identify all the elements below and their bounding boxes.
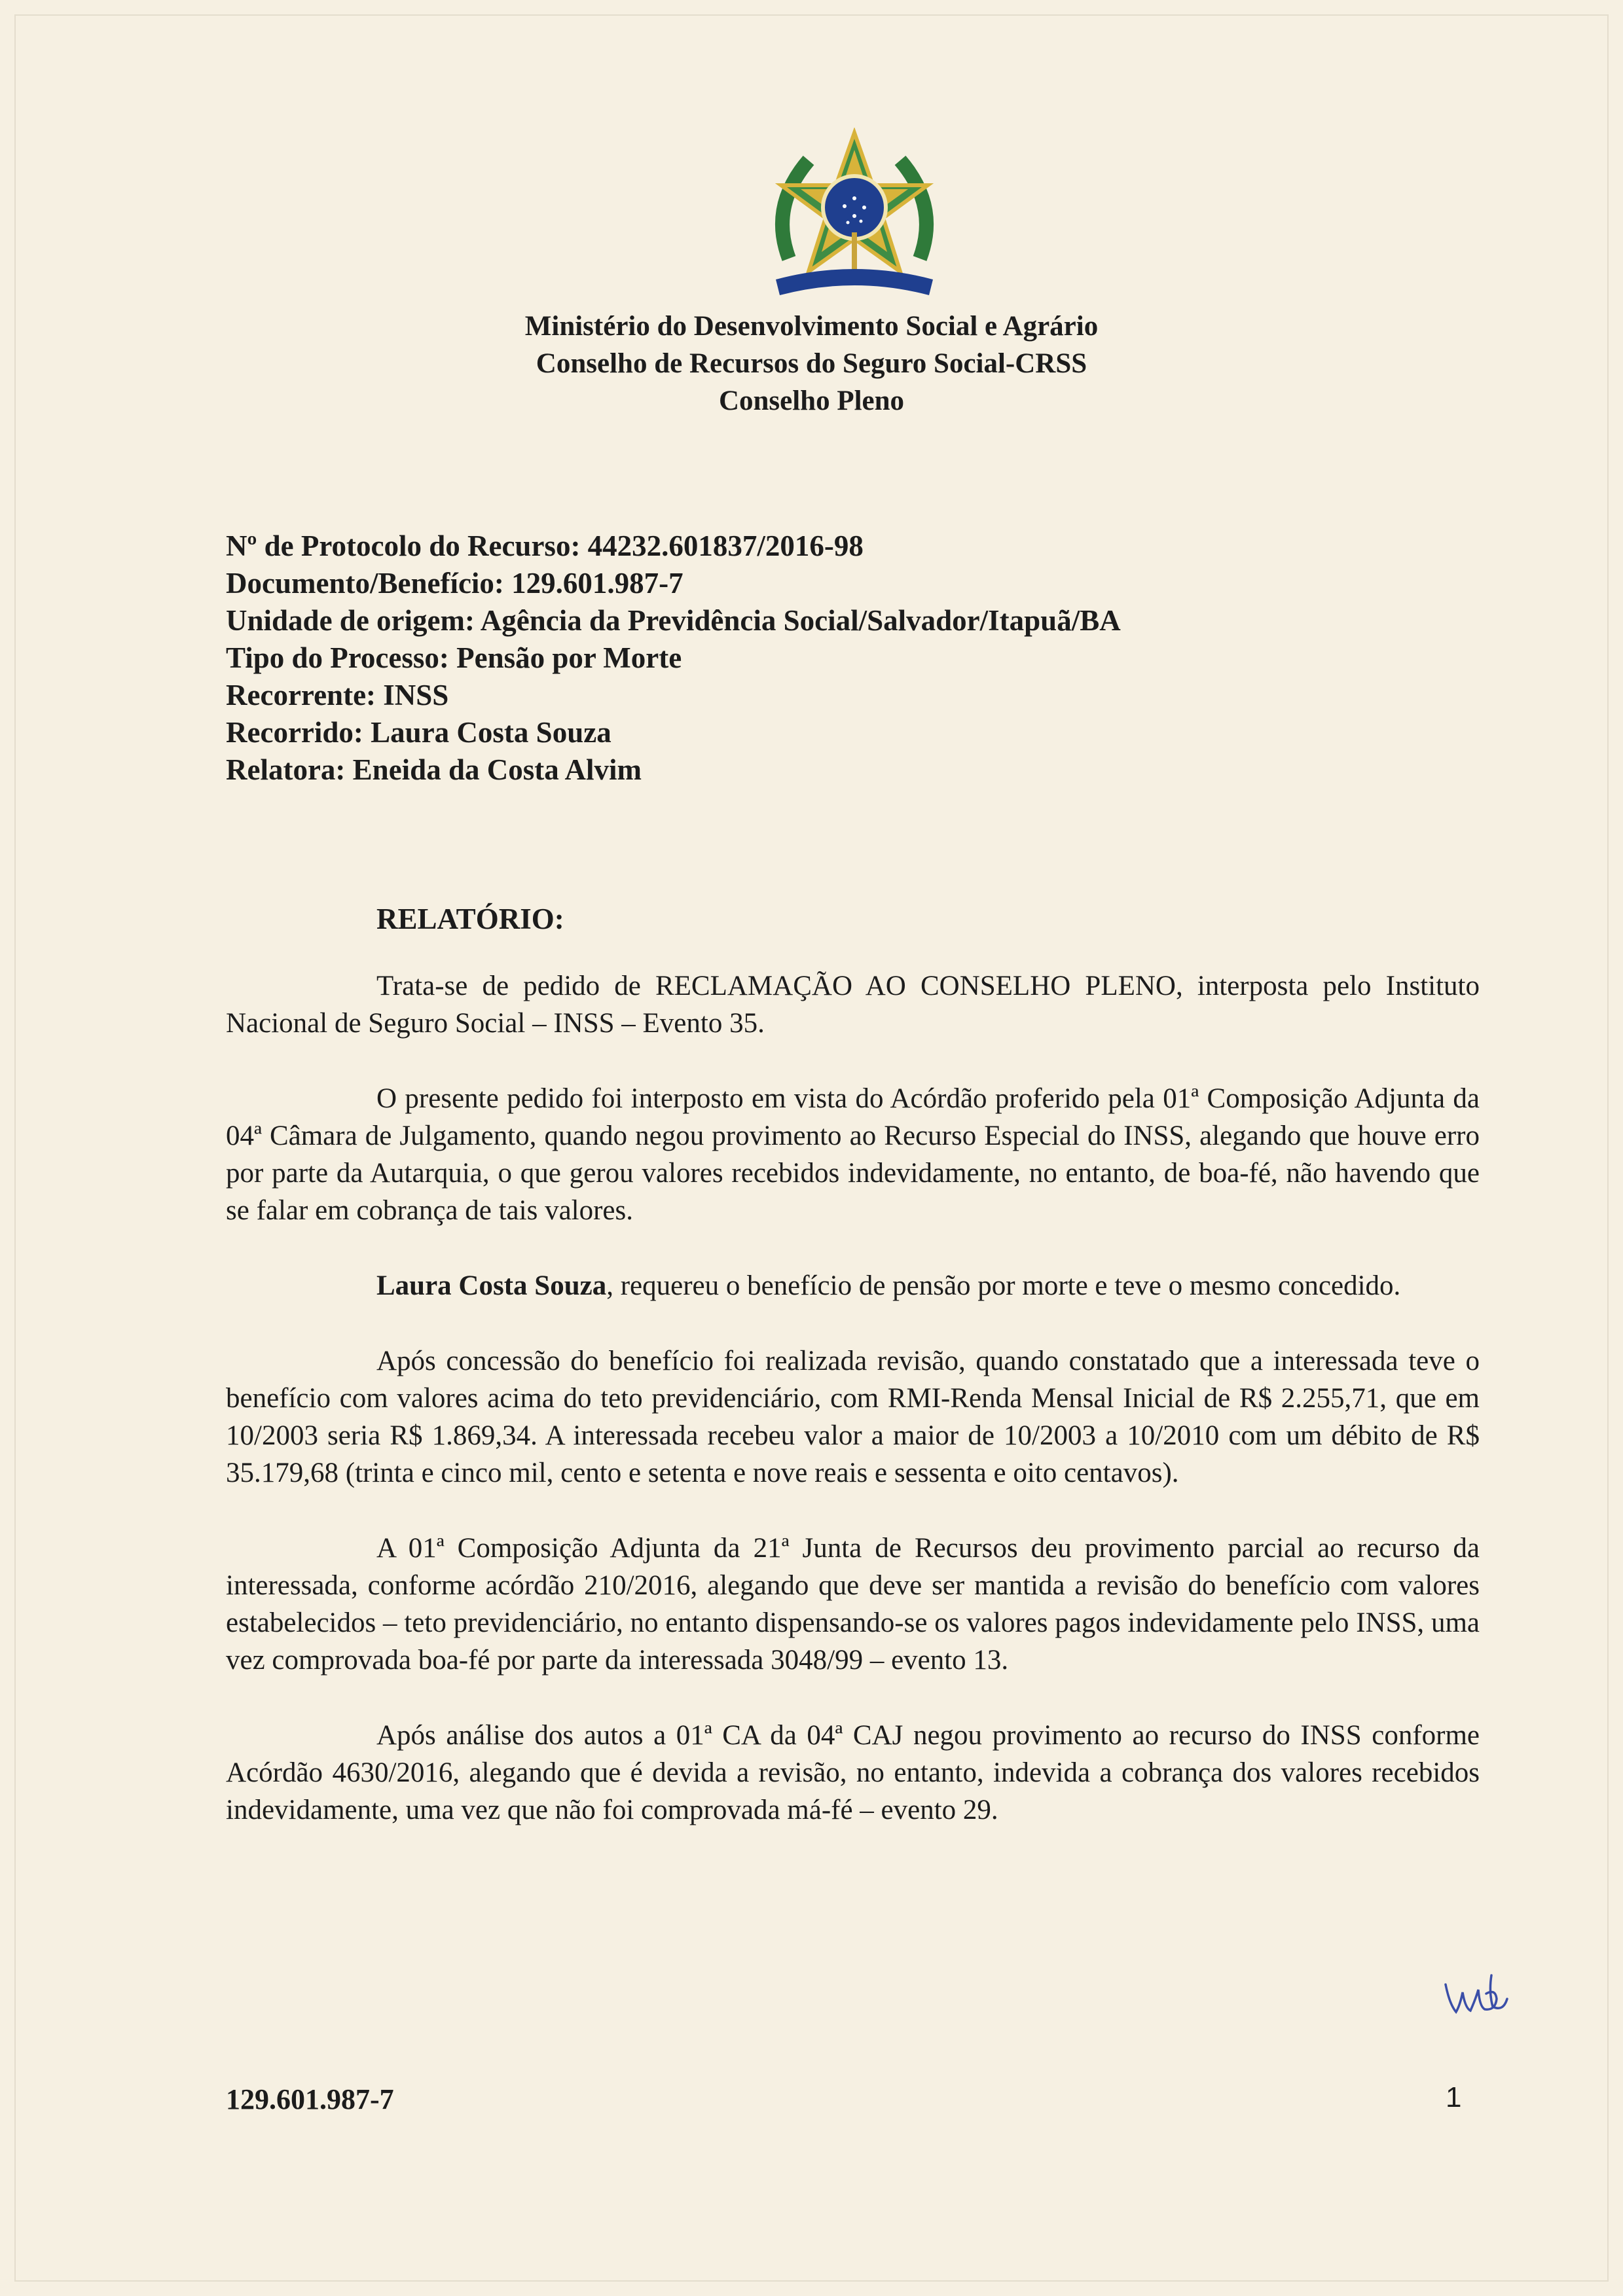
meta-protocolo: Nº de Protocolo do Recurso: 44232.601837/2016-98 — [226, 529, 864, 562]
paragraph-1: Trata-se de pedido de RECLAMAÇÃO AO CONSELHO PLENO, interposta pelo Instituto Nacional de Seguro Social – INSS – Evento 35. — [226, 971, 1480, 1039]
report-body — [226, 967, 1480, 1867]
meta-recorrido: Recorrido: Laura Costa Souza — [226, 716, 611, 749]
header-plenary: Conselho Pleno — [718, 386, 905, 416]
page-number: 1 — [1446, 2081, 1462, 2113]
meta-recorrente: Recorrente: INSS — [226, 679, 449, 711]
handwritten-initials — [1440, 1970, 1512, 2022]
brazil-coat-of-arms-icon — [763, 128, 946, 304]
section-title: RELATÓRIO: — [376, 903, 564, 935]
footer-document-id: 129.601.987-7 — [226, 2083, 394, 2115]
header-ministry: Ministério do Desenvolvimento Social e Agrário — [524, 311, 1099, 342]
meta-tipo: Tipo do Processo: Pensão por Morte — [226, 641, 682, 674]
paragraph-6: Após análise dos autos a 01ª CA da 04ª CAJ negou provimento ao recurso do INSS conforme Acórdão 4630/2016, alegando que é devida a revisão, no entanto, indevida a cobrança dos valores recebidos indevidamente, uma vez que não foi comprovada má-fé – evento 29. — [226, 1720, 1480, 1825]
meta-unidade: Unidade de origem: Agência da Previdência Social/Salvador/Itapuã/BA — [226, 604, 1121, 637]
header-council: Conselho de Recursos do Seguro Social-CRSS — [536, 348, 1087, 379]
paragraph-3-text: , requereu o benefício de pensão por morte e teve o mesmo concedido. — [606, 1270, 1401, 1301]
paragraph-3 — [226, 1267, 1480, 1304]
case-metadata — [226, 528, 1121, 789]
paragraph-2: O presente pedido foi interposto em vista do Acórdão proferido pela 01ª Composição Adjunta da 04ª Câmara de Julgamento, quando negou provimento ao Recurso Especial do INSS, alegando que houve erro por parte da Autarquia, o que gerou valores recebidos indevidamente, no entanto, de boa-fé, não havendo que se falar em cobrança de tais valores. — [226, 1083, 1480, 1226]
organization-header — [0, 308, 1623, 420]
meta-documento: Documento/Benefício: 129.601.987-7 — [226, 567, 684, 600]
meta-relatora: Relatora: Eneida da Costa Alvim — [226, 753, 642, 786]
paragraph-5: A 01ª Composição Adjunta da 21ª Junta de Recursos deu provimento parcial ao recurso da interessada, conforme acórdão 210/2016, alegando que deve ser mantida a revisão do benefício com valores estabelecidos – teto previdenciário, no entanto dispensando-se os valores pagos indevidamente pelo INSS, uma vez comprovada boa-fé por parte da interessada 3048/99 – evento 13. — [226, 1533, 1480, 1676]
claimant-name: Laura Costa Souza — [376, 1270, 607, 1301]
paragraph-4: Após concessão do benefício foi realizada revisão, quando constatado que a interessada teve o benefício com valores acima do teto previdenciário, com RMI-Renda Mensal Inicial de R$ 2.255,71, que em 10/2003 seria R$ 1.869,34. A interessada recebeu valor a maior de 10/2003 a 10/2010 com um débito de R$ 35.179,68 (trinta e cinco mil, cento e setenta e nove reais e sessenta e oito centavos). — [226, 1346, 1480, 1488]
